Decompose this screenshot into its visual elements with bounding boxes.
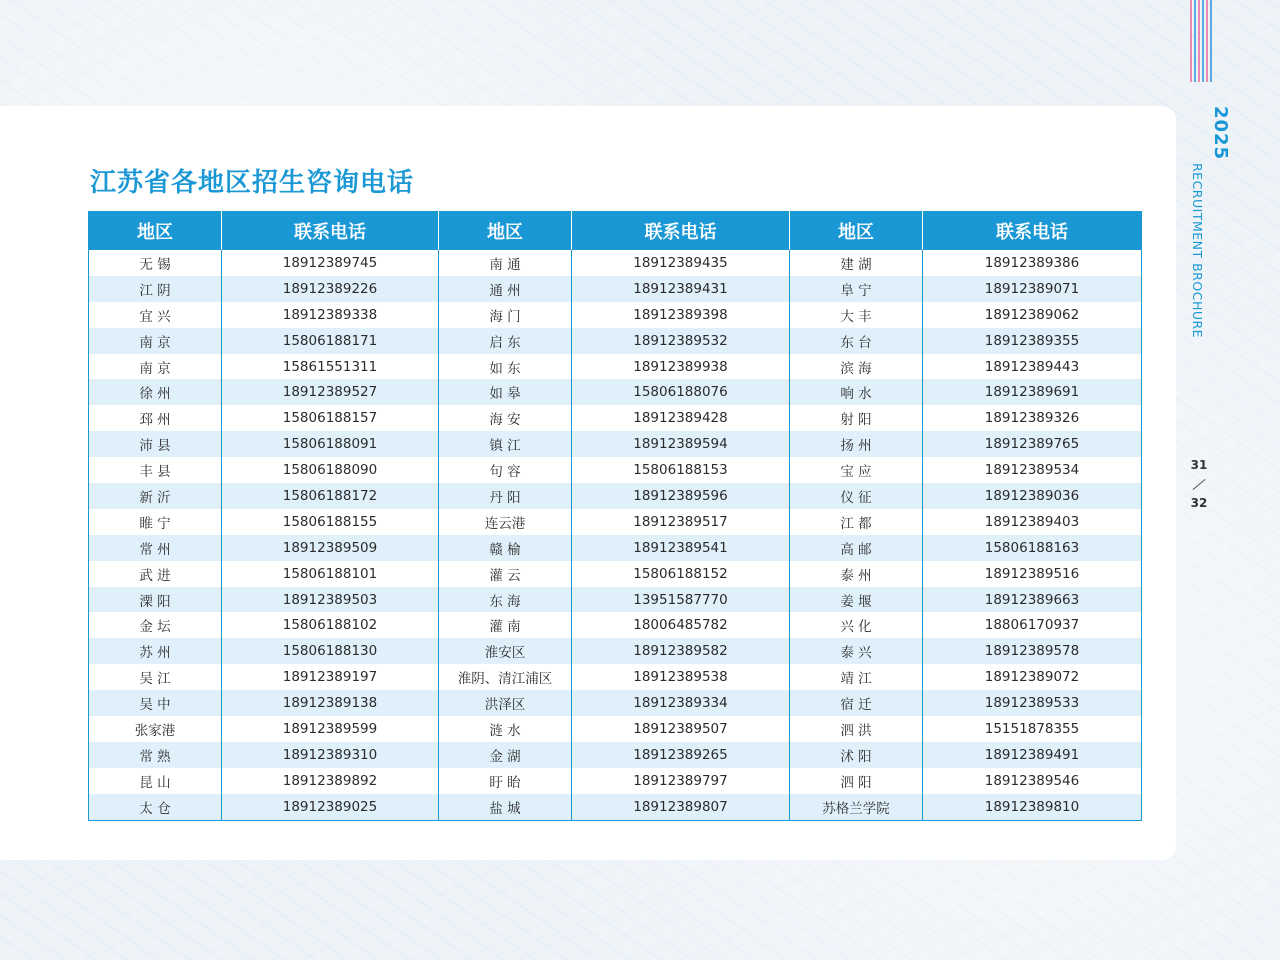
- region-cell: 盱 眙: [439, 768, 572, 794]
- phone-cell: 18912389334: [572, 690, 790, 716]
- region-cell: 吴 江: [139, 671, 171, 688]
- phone-cell: 18912389443: [923, 354, 1142, 380]
- phone-cell: 18912389765: [923, 431, 1142, 457]
- phone-cell: 15806188090: [222, 457, 439, 483]
- phone-cell: 18912389541: [572, 535, 790, 561]
- phone-cell: 18912389938: [572, 354, 790, 380]
- region-cell: 南 通: [439, 250, 572, 276]
- region-cell: 姜 堰: [790, 587, 923, 613]
- phone-cell: 15806188076: [572, 379, 790, 405]
- region-cell: 启 东: [439, 328, 572, 354]
- phone-cell: 18912389503: [222, 587, 439, 613]
- table-row: [89, 250, 1142, 276]
- phone-cell: 18912389435: [572, 250, 790, 276]
- page-number-bottom: 32: [1190, 496, 1208, 510]
- phone-cell: 18912389517: [572, 509, 790, 535]
- phone-cell: 18912389507: [572, 716, 790, 742]
- region-cell: 海 门: [439, 302, 572, 328]
- page-number-top: 31: [1190, 458, 1208, 472]
- decorative-stripes: [1190, 0, 1212, 82]
- region-cell: 洪泽区: [439, 690, 572, 716]
- table-row: [89, 690, 1142, 716]
- table-row: [89, 354, 1142, 380]
- region-cell: 邳 州: [139, 412, 171, 429]
- region-cell: 江 阴: [89, 276, 222, 302]
- phone-cell: 18912389071: [923, 276, 1142, 302]
- region-cell: 通 州: [439, 276, 572, 302]
- region-cell: 金 湖: [439, 742, 572, 768]
- region-cell: 镇 江: [439, 431, 572, 457]
- phone-cell: 15806188102: [222, 612, 439, 638]
- phone-cell: 18006485782: [572, 612, 790, 638]
- region-cell: 东 海: [439, 587, 572, 613]
- region-cell: 苏 州: [89, 638, 222, 664]
- phone-cell: 18912389807: [572, 794, 790, 820]
- table-row: [89, 638, 1142, 664]
- region-cell: 沛 县: [89, 431, 222, 457]
- table-row: [89, 405, 1142, 431]
- region-cell: 泰 州: [790, 561, 923, 587]
- table-row: [89, 768, 1142, 794]
- region-cell: 南 京: [139, 360, 171, 377]
- page-title: 江苏省各地区招生咨询电话: [90, 168, 415, 198]
- table-body: [89, 250, 1142, 820]
- region-cell: 金 坛: [139, 619, 171, 636]
- region-cell: 扬 州: [790, 431, 923, 457]
- phone-cell: 18912389398: [572, 302, 790, 328]
- phone-cell: 15806188172: [222, 483, 439, 509]
- region-cell: 徐 州: [89, 379, 222, 405]
- phone-cell: 18912389386: [923, 250, 1142, 276]
- header-phone: 联系电话: [222, 212, 439, 251]
- region-cell: 仪 征: [790, 483, 923, 509]
- region-cell: 常 熟: [89, 742, 222, 768]
- phone-cell: 18912389538: [572, 664, 790, 690]
- phone-cell: 18912389797: [572, 768, 790, 794]
- table-row: [89, 794, 1142, 820]
- table-row: [89, 302, 1142, 328]
- region-cell: 丹 阳: [439, 483, 572, 509]
- region-cell: 阜 宁: [790, 276, 923, 302]
- region-cell: 苏格兰学院: [790, 794, 923, 820]
- table-row: [89, 612, 1142, 638]
- table-row: [89, 742, 1142, 768]
- region-cell: 吴 中: [89, 690, 222, 716]
- region-cell: 涟 水: [439, 716, 572, 742]
- table-row: [89, 716, 1142, 742]
- phone-cell: 18912389578: [923, 638, 1142, 664]
- region-cell: 泰 兴: [790, 638, 923, 664]
- phone-cell: 13951587770: [572, 587, 790, 613]
- page-divider: [1193, 479, 1206, 490]
- phone-cell: 18912389138: [222, 690, 439, 716]
- phone-cell: 18912389533: [923, 690, 1142, 716]
- region-cell: 海 安: [439, 405, 572, 431]
- region-cell: 淮安区: [439, 638, 572, 664]
- year-label: 2025: [1210, 106, 1231, 161]
- region-cell: 赣 榆: [439, 535, 572, 561]
- phone-cell: 18912389546: [923, 768, 1142, 794]
- contact-table: [88, 211, 1142, 821]
- table-row: [89, 535, 1142, 561]
- region-cell: 昆 山: [139, 774, 171, 791]
- phone-cell: 18912389326: [923, 405, 1142, 431]
- region-cell: 射 阳: [790, 405, 923, 431]
- phone-cell: 18912389403: [923, 509, 1142, 535]
- region-cell: 如 皋: [439, 379, 572, 405]
- region-cell: 滨 海: [790, 354, 923, 380]
- header-region: 地区: [439, 212, 572, 251]
- phone-cell: 15151878355: [923, 716, 1142, 742]
- region-cell: 如 东: [439, 354, 572, 380]
- region-cell: 淮阴、清江浦区: [439, 664, 572, 690]
- phone-cell: 15806188101: [222, 561, 439, 587]
- phone-cell: 18912389355: [923, 328, 1142, 354]
- region-cell: 兴 化: [790, 612, 923, 638]
- phone-cell: 18912389431: [572, 276, 790, 302]
- phone-cell: 18912389036: [923, 483, 1142, 509]
- region-cell: 新 沂: [89, 483, 222, 509]
- phone-cell: 15861551311: [222, 354, 439, 380]
- region-cell: 丰 县: [139, 464, 171, 481]
- phone-cell: 18912389599: [222, 716, 439, 742]
- table-row: [89, 587, 1142, 613]
- phone-cell: 18912389892: [222, 768, 439, 794]
- header-region: 地区: [790, 212, 923, 251]
- phone-cell: 18912389265: [572, 742, 790, 768]
- region-cell: 灌 南: [439, 612, 572, 638]
- region-cell: 高 邮: [790, 535, 923, 561]
- phone-cell: 15806188153: [572, 457, 790, 483]
- table-row: [89, 664, 1142, 690]
- phone-cell: 18912389691: [923, 379, 1142, 405]
- brochure-label: RECRUITMENT BROCHURE: [1190, 163, 1205, 339]
- region-cell: 宿 迁: [790, 690, 923, 716]
- phone-cell: 18912389534: [923, 457, 1142, 483]
- header-region: 地区: [89, 212, 222, 251]
- phone-cell: 15806188157: [222, 405, 439, 431]
- region-cell: 常 州: [89, 535, 222, 561]
- region-cell: 南 京: [89, 328, 222, 354]
- region-cell: 溧 阳: [89, 587, 222, 613]
- region-cell: 盐 城: [439, 794, 572, 820]
- region-cell: 连云港: [439, 509, 572, 535]
- phone-cell: 18912389310: [222, 742, 439, 768]
- region-cell: 句 容: [439, 457, 572, 483]
- table-row: [89, 483, 1142, 509]
- table-row: [89, 431, 1142, 457]
- region-cell: 泗 洪: [790, 716, 923, 742]
- phone-cell: 15806188163: [923, 535, 1142, 561]
- region-cell: 宝 应: [790, 457, 923, 483]
- region-cell: 靖 江: [790, 664, 923, 690]
- header-phone: 联系电话: [923, 212, 1142, 251]
- region-cell: 东 台: [790, 328, 923, 354]
- region-cell: 武 进: [139, 567, 171, 584]
- table-row: [89, 379, 1142, 405]
- phone-cell: 18912389428: [572, 405, 790, 431]
- phone-cell: 18912389582: [572, 638, 790, 664]
- phone-cell: 15806188130: [222, 638, 439, 664]
- phone-cell: 18912389516: [923, 561, 1142, 587]
- phone-cell: 18912389509: [222, 535, 439, 561]
- phone-cell: 15806188091: [222, 431, 439, 457]
- region-cell: 江 都: [790, 509, 923, 535]
- phone-cell: 18912389663: [923, 587, 1142, 613]
- region-cell: 沭 阳: [790, 742, 923, 768]
- phone-cell: 18912389532: [572, 328, 790, 354]
- phone-cell: 18912389062: [923, 302, 1142, 328]
- phone-cell: 18912389745: [222, 250, 439, 276]
- region-cell: 宜 兴: [139, 308, 171, 325]
- region-cell: 泗 阳: [790, 768, 923, 794]
- phone-cell: 18912389491: [923, 742, 1142, 768]
- region-cell: 大 丰: [790, 302, 923, 328]
- phone-cell: 15806188155: [222, 509, 439, 535]
- phone-cell: 18912389810: [923, 794, 1142, 820]
- table-row: [89, 509, 1142, 535]
- phone-cell: 18912389072: [923, 664, 1142, 690]
- phone-cell: 18912389338: [222, 302, 439, 328]
- region-cell: 太 仓: [89, 794, 222, 820]
- phone-cell: 18912389594: [572, 431, 790, 457]
- phone-cell: 15806188171: [222, 328, 439, 354]
- region-cell: 无 锡: [139, 256, 171, 273]
- phone-cell: 18912389197: [222, 664, 439, 690]
- phone-cell: 18912389226: [222, 276, 439, 302]
- table-row: [89, 276, 1142, 302]
- region-cell: 睢 宁: [139, 515, 171, 532]
- region-cell: 张家港: [134, 722, 176, 739]
- phone-cell: 18912389527: [222, 379, 439, 405]
- table-header-row: [89, 212, 1142, 251]
- header-phone: 联系电话: [572, 212, 790, 251]
- region-cell: 灌 云: [439, 561, 572, 587]
- table-row: [89, 328, 1142, 354]
- region-cell: 建 湖: [790, 250, 923, 276]
- phone-cell: 18806170937: [923, 612, 1142, 638]
- table-row: [89, 457, 1142, 483]
- phone-cell: 18912389596: [572, 483, 790, 509]
- region-cell: 响 水: [790, 379, 923, 405]
- table-row: [89, 561, 1142, 587]
- phone-cell: 15806188152: [572, 561, 790, 587]
- phone-cell: 18912389025: [222, 794, 439, 820]
